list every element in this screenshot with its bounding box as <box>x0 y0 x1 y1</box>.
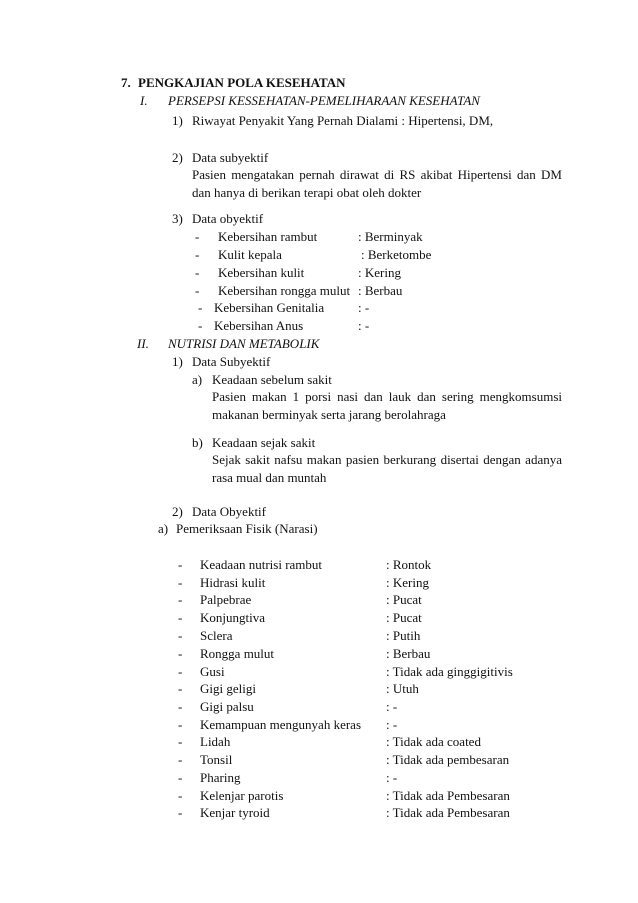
list-item-value: : - <box>358 300 370 315</box>
section-title: PENGKAJIAN POLA KESEHATAN <box>138 75 346 90</box>
list-item-label: Gusi <box>200 664 225 679</box>
list-item-dash: - <box>198 318 203 333</box>
p2-item1-a-line2: makanan berminyak serta jarang berolahraga <box>212 407 446 422</box>
list-item-label: Kebersihan Genitalia <box>214 300 325 315</box>
list-item-label: Kebersihan rongga mulut <box>218 283 351 298</box>
list-item-label: Tonsil <box>200 752 233 767</box>
list-item-value: : - <box>386 770 398 785</box>
p2-item1-a-line1: Pasien makan 1 porsi nasi dan lauk dan sering mengkomsumsi <box>212 389 562 404</box>
part1-title: PERSEPSI KESSEHATAN-PEMELIHARAAN KESEHATAN <box>168 93 480 108</box>
list-item-value: : Berminyak <box>358 229 423 244</box>
list-item-dash: - <box>195 265 200 280</box>
list-item-dash: - <box>178 628 183 643</box>
list-item-dash: - <box>178 646 183 661</box>
list-item-label: Kelenjar parotis <box>200 788 284 803</box>
list-item-value: : Kering <box>386 575 429 590</box>
list-item-value: : Tidak ada pembesaran <box>386 752 510 767</box>
list-item-label: Kebersihan rambut <box>218 229 318 244</box>
p1-item2-line2: dan hanya di berikan terapi obat oleh dokter <box>192 185 422 200</box>
p2-item1-b-letter: b) <box>192 435 203 450</box>
list-item-label: Rongga mulut <box>200 646 275 661</box>
list-item-value: : Berketombe <box>361 247 432 262</box>
list-item-label: Gigi geligi <box>200 681 256 696</box>
list-item-value: : - <box>358 318 370 333</box>
list-item-dash: - <box>178 788 183 803</box>
p2-item2-num: 2) <box>172 504 183 519</box>
list-item-dash: - <box>178 717 183 732</box>
p1-item3-num: 3) <box>172 211 183 226</box>
list-item-value: : Tidak ada coated <box>386 734 481 749</box>
list-item-value: : Putih <box>386 628 421 643</box>
p2-item1-a-letter: a) <box>192 372 203 387</box>
list-item-label: Kulit kepala <box>218 247 282 262</box>
list-item-dash: - <box>195 229 200 244</box>
list-item-label: Gigi palsu <box>200 699 254 714</box>
p2-item1-b-label: Keadaan sejak sakit <box>212 435 316 450</box>
p2-item2-label: Data Obyektif <box>192 504 267 519</box>
list-item-value: : Utuh <box>386 681 419 696</box>
list-item-dash: - <box>178 610 183 625</box>
list-item-label: Keadaan nutrisi rambut <box>200 557 323 572</box>
section-number: 7. <box>121 75 131 90</box>
list-item-value: : Tidak ada Pembesaran <box>386 788 510 803</box>
p1-item1-text: Riwayat Penyakit Yang Pernah Dialami : Hipertensi, DM, <box>192 113 494 128</box>
list-item-dash: - <box>178 681 183 696</box>
list-item-value: : - <box>386 717 398 732</box>
list-item-label: Pharing <box>200 770 241 785</box>
p1-item2-num: 2) <box>172 150 183 165</box>
p1-item2-line1: Pasien mengatakan pernah dirawat di RS akibat Hipertensi dan DM <box>192 167 562 182</box>
list-item-label: Kemampuan mengunyah keras <box>200 717 362 732</box>
list-item-value: : Tidak ada Pembesaran <box>386 805 510 820</box>
list-item-dash: - <box>178 734 183 749</box>
list-item-dash: - <box>198 300 203 315</box>
list-item-dash: - <box>178 592 183 607</box>
part1-numeral: I. <box>140 93 148 108</box>
list-item-label: Hidrasi kulit <box>200 575 266 590</box>
list-item-label: Palpebrae <box>200 592 252 607</box>
p2-item1-num: 1) <box>172 354 183 369</box>
list-item-value: : Pucat <box>386 592 422 607</box>
p2-item2-sub-label: Pemeriksaan Fisik (Narasi) <box>176 521 318 536</box>
list-item-dash: - <box>178 805 183 820</box>
list-item-label: Kebersihan kulit <box>218 265 305 280</box>
list-item-label: Kenjar tyroid <box>200 805 270 820</box>
list-item-value: : Tidak ada ginggigitivis <box>386 664 513 679</box>
list-item-dash: - <box>178 699 183 714</box>
list-item-dash: - <box>178 770 183 785</box>
p2-item1-a-label: Keadaan sebelum sakit <box>212 372 332 387</box>
list-item-value: : - <box>386 699 398 714</box>
p2-item2-sub-letter: a) <box>158 521 169 536</box>
list-item-label: Konjungtiva <box>200 610 265 625</box>
list-item-label: Lidah <box>200 734 231 749</box>
list-item-dash: - <box>178 664 183 679</box>
part2-title: NUTRISI DAN METABOLIK <box>168 336 320 351</box>
list-item-dash: - <box>178 575 183 590</box>
p1-item1-num: 1) <box>172 113 183 128</box>
p2-item1-b-line1: Sejak sakit nafsu makan pasien berkurang disertai dengan adanya <box>212 452 562 467</box>
list-item-value: : Rontok <box>386 557 432 572</box>
list-item-dash: - <box>178 557 183 572</box>
list-item-value: : Berbau <box>386 646 431 661</box>
list-item-dash: - <box>195 247 200 262</box>
list-item-dash: - <box>195 283 200 298</box>
part2-numeral: II. <box>137 336 149 351</box>
list-item-dash: - <box>178 752 183 767</box>
p1-item3-label: Data obyektif <box>192 211 264 226</box>
list-item-label: Sclera <box>200 628 233 643</box>
list-item-label: Kebersihan Anus <box>214 318 304 333</box>
p2-item1-label: Data Subyektif <box>192 354 271 369</box>
list-item-value: : Pucat <box>386 610 422 625</box>
p2-item1-b-line2: rasa mual dan muntah <box>212 470 327 485</box>
list-item-value: : Kering <box>358 265 401 280</box>
list-item-value: : Berbau <box>358 283 403 298</box>
p1-item2-label: Data subyektif <box>192 150 269 165</box>
